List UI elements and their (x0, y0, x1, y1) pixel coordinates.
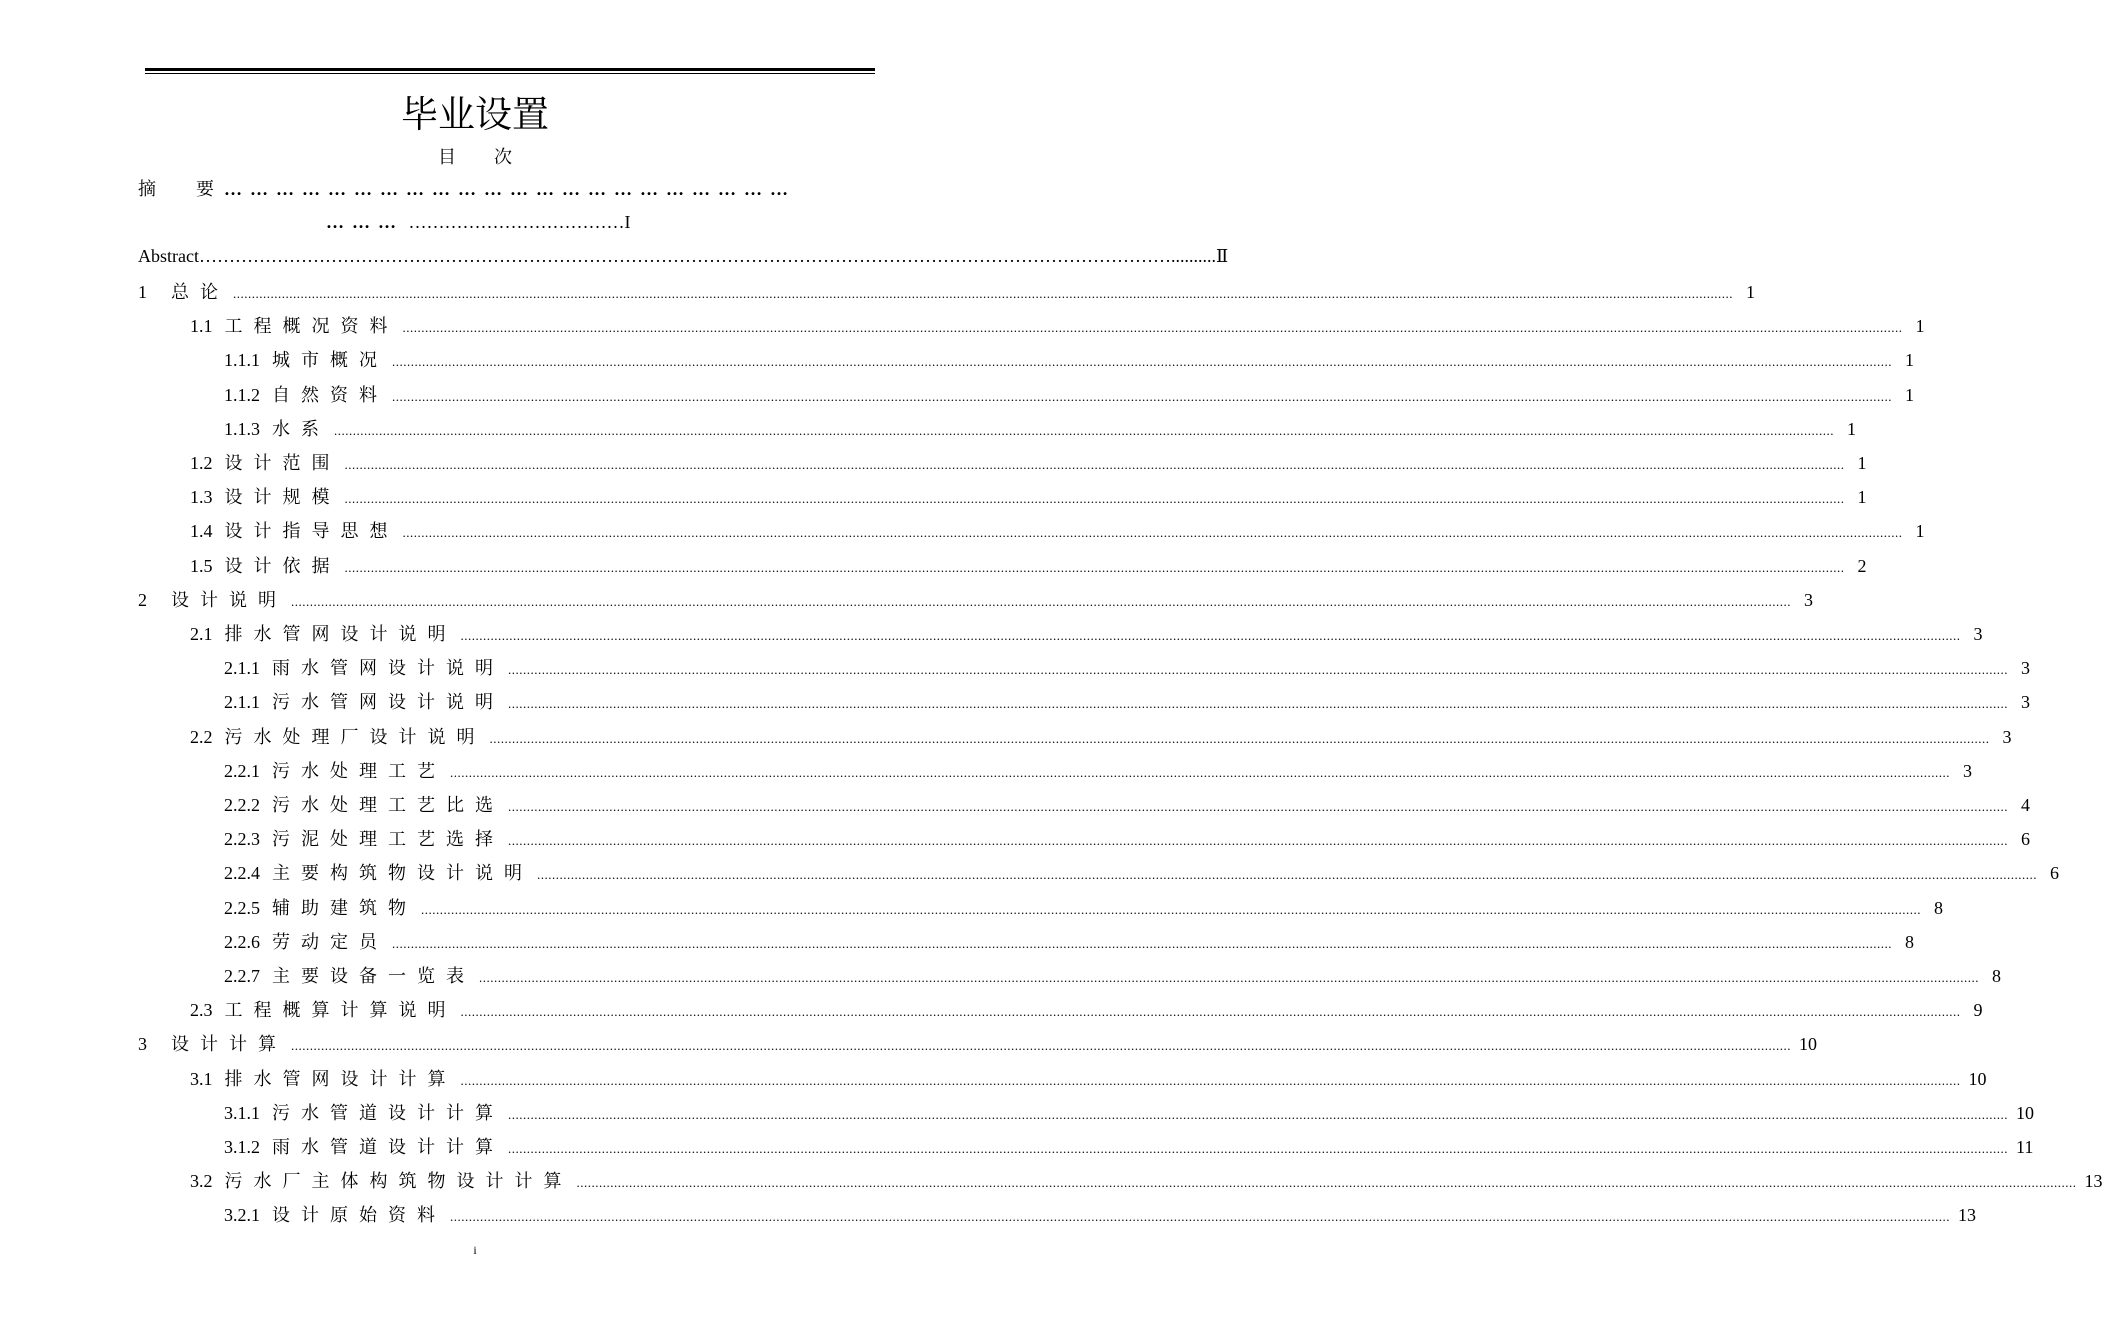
toc-entry-page: 1 (1915, 521, 1925, 541)
toc-entry[interactable] (224, 793, 2030, 817)
toc-entry-title: 设计说明 (171, 590, 287, 610)
abstract-cn-leader-cont: ……… (326, 212, 404, 232)
toc-entry-page: 3 (1963, 761, 1972, 781)
toc-entry-title: 污水管网设计说明 (272, 692, 504, 712)
header-rule-thick (145, 68, 875, 71)
toc-entry-title: 雨水管道设计计算 (272, 1137, 504, 1157)
toc-entry[interactable] (224, 964, 2001, 988)
toc-entry[interactable] (224, 348, 1914, 372)
toc-entry-page: 1 (1746, 282, 1755, 302)
toc-entry-leader: ................................................................................................................................................................................................................................................................................................................................................................................................................ (508, 696, 2008, 711)
toc-entry[interactable] (224, 656, 2030, 680)
toc-entry[interactable] (138, 1032, 1817, 1056)
toc-entry-page: 6 (2021, 829, 2030, 849)
toc-entry[interactable] (190, 314, 1925, 338)
abstract-cn-leader: ………………………………………………………… (224, 179, 796, 199)
toc-entry-number: 2.2.6 (224, 932, 260, 952)
toc-entry-leader: ................................................................................................................................................................................................................................................................................................................................................................................................................ (460, 1004, 1961, 1019)
toc-entry-title: 排水管网设计计算 (224, 1069, 457, 1089)
abstract-cn-tail: ………………………………I (408, 212, 631, 232)
toc-entry-leader: ................................................................................................................................................................................................................................................................................................................................................................................................................ (537, 867, 2037, 882)
toc-entry-number: 1.5 (190, 556, 213, 576)
toc-entry-number: 2.2 (190, 727, 213, 747)
toc-entry-leader: ................................................................................................................................................................................................................................................................................................................................................................................................................ (344, 491, 1845, 506)
toc-entry-title: 污水厂主体构筑物设计计算 (224, 1171, 573, 1191)
toc-entry[interactable] (224, 1203, 1976, 1227)
toc-entry-title: 辅助建筑物 (272, 898, 417, 918)
toc-entry-page: 8 (1905, 932, 1914, 952)
toc-entry-title: 工程概况资料 (224, 316, 399, 336)
toc-entry-leader: ................................................................................................................................................................................................................................................................................................................................................................................................................ (344, 457, 1845, 472)
toc-entry-number: 3 (138, 1034, 147, 1054)
toc-entry-page: 10 (2016, 1103, 2034, 1123)
toc-entry-page: 8 (1992, 966, 2001, 986)
abstract-en-label: Abstract (138, 246, 199, 266)
toc-entry-leader: ................................................................................................................................................................................................................................................................................................................................................................................................................ (508, 1107, 2008, 1122)
toc-entry-page: 11 (2016, 1137, 2034, 1157)
toc-entry-title: 主要构筑物设计说明 (272, 863, 533, 883)
toc-entry-leader: ................................................................................................................................................................................................................................................................................................................................................................................................................ (460, 628, 1961, 643)
toc-entry-page: 3 (1973, 624, 1983, 644)
toc-entry-page: 1 (1905, 385, 1914, 405)
toc-entry-number: 3.2 (190, 1171, 213, 1191)
toc-entry-page: 8 (1934, 898, 1943, 918)
toc-entry[interactable] (138, 280, 1755, 304)
toc-entry-leader: ................................................................................................................................................................................................................................................................................................................................................................................................................ (576, 1175, 2077, 1190)
toc-entry-leader: ................................................................................................................................................................................................................................................................................................................................................................................................................ (392, 354, 1892, 369)
toc-entry-page: 3 (2002, 727, 2012, 747)
toc-entry-title: 污水处理厂设计说明 (224, 727, 486, 747)
toc-entry-page: 1 (1857, 487, 1867, 507)
toc-entry-title: 自然资料 (272, 385, 388, 405)
toc-entry-leader: ................................................................................................................................................................................................................................................................................................................................................................................................................ (450, 765, 1950, 780)
toc-entry-number: 3.2.1 (224, 1205, 260, 1225)
toc-entry[interactable] (224, 759, 1972, 783)
toc-entry[interactable] (224, 1101, 2034, 1125)
page-number: i (473, 1243, 477, 1257)
toc-entry-number: 1.1 (190, 316, 213, 336)
toc-entry-leader: ................................................................................................................................................................................................................................................................................................................................................................................................................ (421, 902, 1921, 917)
toc-entry-title: 雨水管网设计说明 (272, 658, 504, 678)
toc-entry-title: 设计指导思想 (224, 521, 399, 541)
toc-entry-leader: ................................................................................................................................................................................................................................................................................................................................................................................................................ (450, 1209, 1950, 1224)
toc-entry-number: 1 (138, 282, 147, 302)
toc-entry-number: 3.1 (190, 1069, 213, 1089)
toc-entry[interactable] (190, 1067, 1987, 1091)
toc-entry-page: 3 (2021, 692, 2030, 712)
toc-entry-number: 2.1.1 (224, 658, 260, 678)
toc-entry[interactable] (190, 622, 1983, 646)
toc-entry-number: 1.1.2 (224, 385, 260, 405)
toc-entry[interactable] (224, 827, 2030, 851)
toc-entry-abstract-en[interactable] (138, 244, 1229, 268)
toc-entry-number: 2.1 (190, 624, 213, 644)
toc-entry[interactable] (224, 417, 1856, 441)
toc-entry-number: 1.3 (190, 487, 213, 507)
toc-entry-leader: ................................................................................................................................................................................................................................................................................................................................................................................................................ (334, 423, 1834, 438)
toc-entry-number: 3.1.1 (224, 1103, 260, 1123)
toc-entry[interactable] (224, 383, 1914, 407)
toc-entry[interactable] (190, 998, 1983, 1022)
toc-entry-leader: ................................................................................................................................................................................................................................................................................................................................................................................................................ (392, 389, 1892, 404)
toc-entry[interactable] (224, 690, 2030, 714)
toc-entry-page: 1 (1847, 419, 1856, 439)
toc-entry-title: 设计原始资料 (272, 1205, 446, 1225)
toc-entry[interactable] (190, 1169, 2103, 1193)
toc-entry-leader: ................................................................................................................................................................................................................................................................................................................................................................................................................ (291, 1038, 1791, 1053)
toc-entry-page: 2 (1857, 556, 1867, 576)
toc-entry[interactable] (224, 1135, 2034, 1159)
toc-entry[interactable] (138, 588, 1813, 612)
abstract-en-page: Ⅱ (1215, 246, 1229, 266)
toc-entry[interactable] (224, 896, 1943, 920)
toc-entry-leader: ................................................................................................................................................................................................................................................................................................................................................................................................................ (508, 1141, 2008, 1156)
toc-entry-leader: ................................................................................................................................................................................................................................................................................................................................................................................................................ (402, 320, 1903, 335)
toc-entry-title: 城市概况 (272, 350, 388, 370)
toc-entry-leader: ................................................................................................................................................................................................................................................................................................................................................................................................................ (479, 970, 1979, 985)
toc-entry-leader: ................................................................................................................................................................................................................................................................................................................................................................................................................ (291, 594, 1791, 609)
toc-entry-number: 1.4 (190, 521, 213, 541)
toc-entry-page: 1 (1857, 453, 1867, 473)
toc-entry-title: 主要设备一览表 (272, 966, 475, 986)
toc-entry-leader: ................................................................................................................................................................................................................................................................................................................................................................................................................ (460, 1073, 1961, 1088)
toc-entry-leader: ................................................................................................................................................................................................................................................................................................................................................................................................................ (508, 799, 2008, 814)
toc-entry[interactable] (190, 519, 1925, 543)
toc-entry-number: 2 (138, 590, 147, 610)
toc-entry-number: 1.1.3 (224, 419, 260, 439)
toc-entry[interactable] (190, 451, 1867, 475)
toc-entry-page: 6 (2050, 863, 2059, 883)
toc-entry-abstract-cn-cont[interactable] (326, 210, 631, 234)
toc-entry-leader: ................................................................................................................................................................................................................................................................................................................................................................................................................ (508, 833, 2008, 848)
toc-entry-leader: ................................................................................................................................................................................................................................................................................................................................................................................................................ (233, 286, 1733, 301)
toc-entry-page: 13 (2084, 1171, 2103, 1191)
document-title: 毕业设置 (401, 95, 549, 136)
toc-heading: 目次 (438, 147, 550, 167)
abstract-en-leader: ……………………………………………………………………………………………………………………………………………….......... (198, 246, 1216, 266)
toc-entry[interactable] (224, 930, 1914, 954)
toc-entry-title: 排水管网设计说明 (224, 624, 457, 644)
toc-entry-title: 设计范围 (224, 453, 341, 473)
toc-entry-title: 总论 (171, 282, 229, 302)
toc-entry-number: 2.3 (190, 1000, 213, 1020)
toc-entry[interactable] (190, 554, 1867, 578)
toc-entry-number: 2.1.1 (224, 692, 260, 712)
toc-entry-page: 4 (2021, 795, 2030, 815)
toc-entry-abstract-cn[interactable] (138, 177, 844, 201)
toc-entry-number: 1.2 (190, 453, 213, 473)
toc-entry-page: 3 (1804, 590, 1813, 610)
toc-entry-page: 3 (2021, 658, 2030, 678)
toc-entry-number: 2.2.1 (224, 761, 260, 781)
toc-entry[interactable] (190, 485, 1867, 509)
toc-entry-page: 13 (1958, 1205, 1976, 1225)
toc-entry-number: 2.2.7 (224, 966, 260, 986)
toc-entry-leader: ................................................................................................................................................................................................................................................................................................................................................................................................................ (392, 936, 1892, 951)
abstract-cn-label: 摘要 (138, 179, 254, 199)
toc-entry-title: 污泥处理工艺选择 (272, 829, 504, 849)
toc-entry-title: 污水处理工艺比选 (272, 795, 504, 815)
toc-entry-page: 1 (1915, 316, 1925, 336)
toc-entry-title: 水系 (272, 419, 330, 439)
toc-entry-leader: ................................................................................................................................................................................................................................................................................................................................................................................................................ (489, 731, 1990, 746)
toc-entry-title: 设计计算 (171, 1034, 287, 1054)
toc-entry-leader: ................................................................................................................................................................................................................................................................................................................................................................................................................ (402, 525, 1903, 540)
toc-entry-number: 2.2.5 (224, 898, 260, 918)
toc-entry-page: 9 (1973, 1000, 1983, 1020)
toc-entry-leader: ................................................................................................................................................................................................................................................................................................................................................................................................................ (344, 560, 1845, 575)
toc-entry-title: 工程概算计算说明 (224, 1000, 457, 1020)
toc-entry-number: 2.2.2 (224, 795, 260, 815)
toc-entry-page: 10 (1968, 1069, 1987, 1089)
toc-entry-title: 设计依据 (224, 556, 341, 576)
header-rule-thin (145, 73, 875, 74)
toc-entry-page: 1 (1905, 350, 1914, 370)
toc-entry[interactable] (224, 861, 2059, 885)
toc-entry[interactable] (190, 725, 2012, 749)
toc-entry-title: 劳动定员 (272, 932, 388, 952)
toc-entry-number: 2.2.3 (224, 829, 260, 849)
toc-entry-title: 污水处理工艺 (272, 761, 446, 781)
toc-entry-title: 设计规模 (224, 487, 341, 507)
toc-entry-title: 污水管道设计计算 (272, 1103, 504, 1123)
toc-entry-number: 1.1.1 (224, 350, 260, 370)
toc-entry-leader: ................................................................................................................................................................................................................................................................................................................................................................................................................ (508, 662, 2008, 677)
toc-entry-number: 3.1.2 (224, 1137, 260, 1157)
toc-entry-number: 2.2.4 (224, 863, 260, 883)
toc-entry-page: 10 (1799, 1034, 1817, 1054)
